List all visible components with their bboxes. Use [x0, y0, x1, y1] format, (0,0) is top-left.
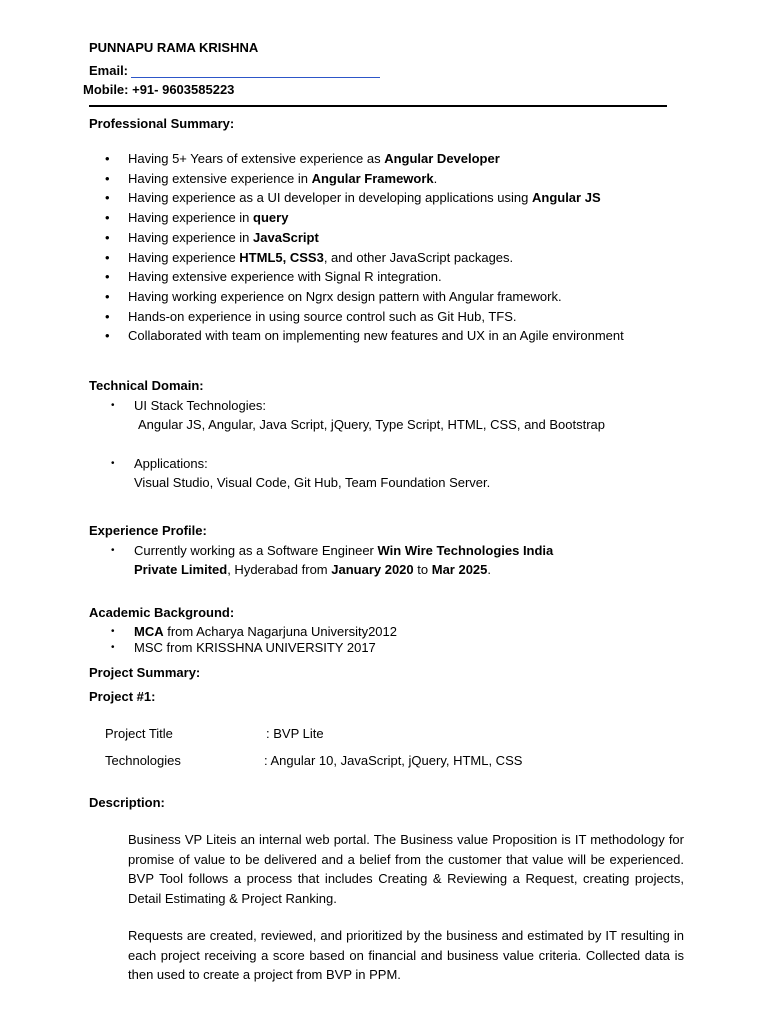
header-divider — [89, 105, 667, 107]
bullet-icon: • — [105, 249, 110, 265]
email-label: Email: — [89, 63, 129, 78]
bullet-icon: • — [111, 458, 115, 469]
bullet-icon: • — [111, 545, 115, 556]
bullet-icon: • — [105, 151, 110, 166]
applications-value: Visual Studio, Visual Code, Git Hub, Team Foundation Server. — [134, 475, 491, 490]
project-summary-heading: Project Summary: — [89, 665, 201, 680]
professional-summary-heading: Professional Summary: — [89, 116, 235, 131]
text-run: Having experience — [128, 249, 240, 265]
ui-stack-value: Angular JS, Angular, Java Script, jQuery, Type Script, HTML, CSS, and Bootstrap — [138, 417, 606, 432]
summary-item — [128, 171, 437, 186]
text-run: Angular Framework — [311, 170, 434, 186]
text-run: Angular JS — [531, 190, 601, 206]
ui-stack-label: UI Stack Technologies: — [134, 398, 266, 413]
text-run: HTML5, CSS3 — [239, 249, 324, 265]
text-run: Mar 2025 — [431, 562, 488, 577]
academic-item: MSC from KRISSHNA UNIVERSITY 2017 — [134, 640, 376, 655]
summary-item — [128, 230, 319, 245]
academic-background-heading: Academic Background: — [89, 605, 235, 620]
academic-item — [134, 624, 397, 639]
text-run: Having working experience on Ngrx design pattern with Angular framework. — [128, 288, 562, 304]
experience-line — [134, 543, 553, 558]
project-heading: Project #1: — [89, 689, 156, 704]
text-run: Collaborated with team on implementing new features and UX in an Agile environment — [128, 328, 624, 344]
project-title-label: Project Title — [105, 726, 173, 741]
text-run: Having experience in — [128, 210, 254, 226]
text-run: Having extensive experience with Signal R integration. — [128, 269, 442, 285]
bullet-icon: • — [105, 170, 110, 186]
summary-item — [128, 269, 442, 284]
summary-item — [128, 289, 562, 304]
text-run: query — [253, 210, 289, 226]
email-link-underline[interactable] — [131, 77, 380, 78]
description-paragraph: Requests are created, reviewed, and prioritized by the business and estimated by IT resulting in each project receiving a score based on financial and business value criteria. Collected data is then used to create a project from BVP in PPM. — [128, 928, 684, 983]
text-run: Angular Developer — [384, 151, 500, 166]
bullet-icon: • — [105, 229, 110, 245]
bullet-icon: • — [105, 288, 110, 304]
experience-line — [134, 562, 491, 577]
bullet-icon: • — [111, 400, 115, 411]
text-run: JavaScript — [253, 229, 319, 245]
bullet-icon: • — [105, 190, 110, 206]
bullet-icon: • — [105, 269, 110, 285]
description-heading: Description: — [89, 795, 165, 810]
text-run: Hands-on experience in using source control such as Git Hub, TFS. — [128, 308, 517, 324]
text-run: Having 5+ Years of extensive experience as — [128, 151, 385, 166]
text-run: to — [413, 562, 432, 577]
text-run: MCA — [134, 624, 164, 639]
bullet-icon: • — [105, 328, 110, 344]
summary-item — [128, 151, 500, 166]
bullet-icon: • — [111, 642, 115, 653]
project-title-value: : BVP Lite — [266, 726, 324, 741]
text-run: Private Limited — [134, 562, 228, 577]
text-run: Having experience as a UI developer in developing applications using — [128, 190, 532, 206]
applications-label: Applications: — [134, 456, 208, 471]
text-run: Currently working as a Software Engineer — [134, 543, 378, 558]
text-run: . — [487, 562, 492, 577]
mobile-number: Mobile: +91- 9603585223 — [83, 82, 235, 97]
bullet-icon: • — [105, 210, 110, 226]
summary-item — [128, 328, 624, 343]
text-run: January 2020 — [331, 562, 414, 577]
text-run: Win Wire Technologies India — [377, 543, 554, 558]
technical-domain-heading: Technical Domain: — [89, 378, 204, 393]
text-run: Having experience in — [128, 229, 254, 245]
bullet-icon: • — [105, 308, 110, 324]
candidate-name: PUNNAPU RAMA KRISHNA — [89, 40, 259, 55]
summary-item — [128, 210, 288, 225]
bullet-icon: • — [111, 626, 115, 637]
description-paragraph: Business VP Liteis an internal web portal. The Business value Proposition is IT methodology for promise of value to be delivered and a belief from the customer that value will be experienced. BVP Tool follows a process that includes Creating & Reviewing a Request, creating projects, Detail Estimating & Project Ranking. — [128, 832, 684, 906]
text-run: , and other JavaScript packages. — [323, 249, 514, 265]
summary-item — [128, 190, 601, 205]
summary-item — [128, 309, 517, 324]
text-run: , Hyderabad from — [227, 562, 332, 577]
summary-item — [128, 250, 513, 265]
text-run: Having extensive experience in — [128, 170, 312, 186]
text-run: from Acharya Nagarjuna University2012 — [163, 624, 397, 639]
experience-profile-heading: Experience Profile: — [89, 523, 207, 538]
text-run: . — [433, 170, 438, 186]
technologies-value: : Angular 10, JavaScript, jQuery, HTML, CSS — [264, 753, 523, 768]
technologies-label: Technologies — [105, 753, 181, 768]
